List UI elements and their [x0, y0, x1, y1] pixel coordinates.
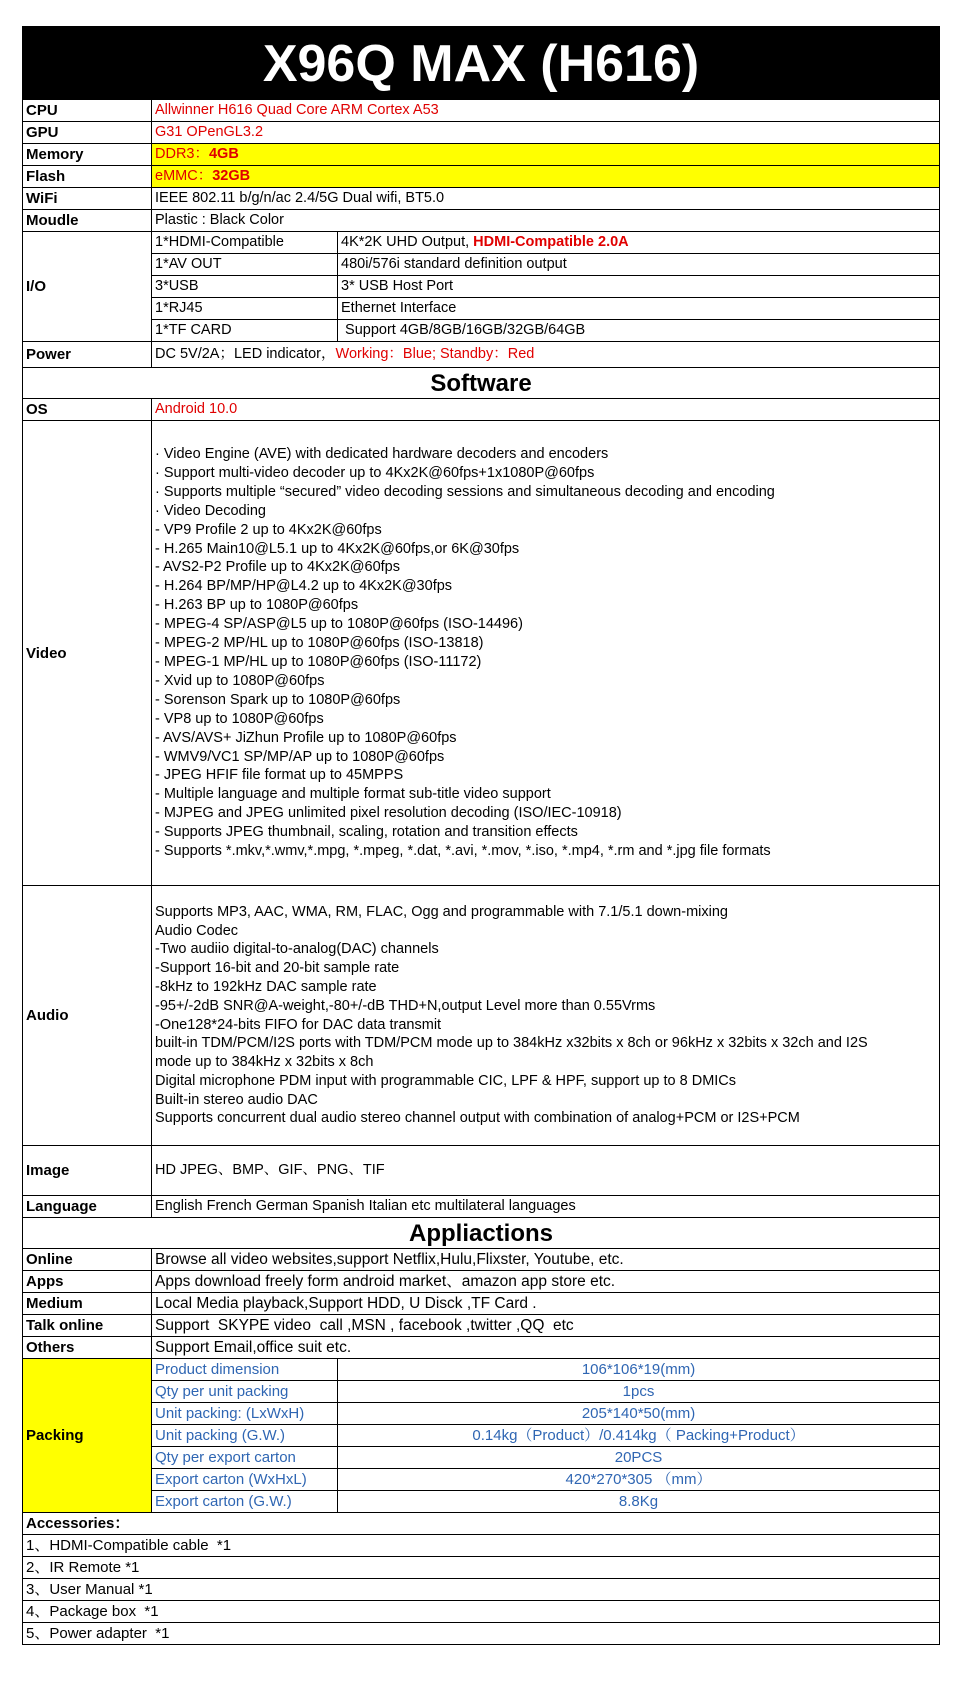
spec-label: Language — [23, 1196, 152, 1218]
packing-item-value: 20PCS — [338, 1447, 940, 1469]
list-item: - MJPEG and JPEG unlimited pixel resolution decoding (ISO/IEC-10918) — [155, 805, 622, 822]
list-item: Digital microphone PDM input with programmable CIC, LPF & HPF, support up to 8 DMICs — [155, 1072, 737, 1089]
packing-row — [23, 1425, 940, 1447]
list-item: - WMV9/VC1 SP/MP/AP up to 1080P@60fps — [155, 748, 445, 765]
list-item: - JPEG HFIF file format up to 45MPPS — [155, 767, 404, 784]
video-feature-list — [152, 421, 940, 886]
packing-item-name: Unit packing (G.W.) — [152, 1425, 338, 1447]
accessory-item: 2、IR Remote *1 — [23, 1557, 940, 1579]
app-row — [23, 1271, 940, 1293]
packing-item-value: 1pcs — [338, 1381, 940, 1403]
packing-item-name: Export carton (G.W.) — [152, 1491, 338, 1513]
list-item: - VP9 Profile 2 up to 4Kx2K@60fps — [155, 521, 382, 538]
spec-label: CPU — [23, 100, 152, 122]
spec-label: Video — [23, 421, 152, 886]
spec-row-audio — [23, 886, 940, 1146]
packing-row — [23, 1469, 940, 1491]
packing-item-name: Qty per export carton — [152, 1447, 338, 1469]
accessory-item: 1、HDMI-Compatible cable *1 — [23, 1535, 940, 1557]
section-heading-applications: Appliactions — [23, 1218, 940, 1249]
spec-value: Support Email,office suit etc. — [152, 1337, 940, 1359]
spec-value: IEEE 802.11 b/g/n/ac 2.4/5G Dual wifi, BT5.0 — [152, 188, 940, 210]
list-item: - AVS/AVS+ JiZhun Profile up to 1080P@60fps — [155, 729, 457, 746]
list-item: -95+/-2dB SNR@A-weight,-80+/-dB THD+N,output Level more than 0.55Vrms — [155, 997, 656, 1014]
spec-row-image — [23, 1146, 940, 1196]
spec-row-cpu — [23, 100, 940, 122]
flash-type: eMMC： — [155, 168, 213, 184]
packing-item-name: Qty per unit packing — [152, 1381, 338, 1403]
audio-feature-list — [152, 886, 940, 1146]
list-item: · Video Decoding — [155, 502, 266, 519]
spec-value — [152, 144, 940, 166]
list-item: - AVS2-P2 Profile up to 4Kx2K@60fps — [155, 559, 400, 576]
packing-item-value: 420*270*305 （mm） — [338, 1469, 940, 1491]
spec-row-flash — [23, 166, 940, 188]
io-port: 1*TF CARD — [152, 320, 338, 342]
spec-value: DC 5V/2A；LED indicator，Working：Blue; Standby：Red — [152, 342, 940, 368]
io-row — [23, 276, 940, 298]
spec-row-wifi — [23, 188, 940, 210]
list-item: - Supports *.mkv,*.wmv,*.mpg, *.mpeg, *.dat, *.avi, *.mov, *.iso, *.mp4, *.rm and *.jpg file formats — [155, 843, 771, 860]
list-item: -Two audiio digital-to-analog(DAC) channels — [155, 941, 439, 958]
io-row — [23, 232, 940, 254]
packing-row — [23, 1491, 940, 1513]
spec-row-power — [23, 342, 940, 368]
packing-item-value: 0.14kg（Product）/0.414kg（ Packing+Product） — [338, 1425, 940, 1447]
spec-value: Apps download freely form android market、amazon app store etc. — [152, 1271, 940, 1293]
list-item: · Support multi-video decoder up to 4Kx2K@60fps+1x1080P@60fps — [155, 464, 595, 481]
packing-row — [23, 1359, 940, 1381]
spec-label: Moudle — [23, 210, 152, 232]
app-row — [23, 1337, 940, 1359]
list-item: - Supports JPEG thumbnail, scaling, rotation and transition effects — [155, 824, 578, 841]
packing-row — [23, 1403, 940, 1425]
memory-type: DDR3： — [155, 146, 209, 162]
io-port: 1*RJ45 — [152, 298, 338, 320]
list-item: - Multiple language and multiple format sub-title video support — [155, 786, 551, 803]
list-item: -One128*24-bits FIFO for DAC data transmit — [155, 1016, 442, 1033]
spec-value: Allwinner H616 Quad Core ARM Cortex A53 — [152, 100, 940, 122]
packing-item-name: Product dimension — [152, 1359, 338, 1381]
spec-label: Power — [23, 342, 152, 368]
io-row — [23, 298, 940, 320]
spec-label: Image — [23, 1146, 152, 1196]
list-item: built-in TDM/PCM/I2S ports with TDM/PCM mode up to 384kHz x32bits x 8ch or 96kHz x 32bits x 32ch and I2S — [155, 1035, 868, 1052]
app-row — [23, 1293, 940, 1315]
section-heading-software: Software — [23, 368, 940, 399]
spec-label: GPU — [23, 122, 152, 144]
list-item: Supports MP3, AAC, WMA, RM, FLAC, Ogg and programmable with 7.1/5.1 down-mixing — [155, 903, 728, 920]
memory-size: 4GB — [208, 146, 239, 162]
list-item: - MPEG-4 SP/ASP@L5 up to 1080P@60fps (ISO-14496) — [155, 616, 523, 633]
list-item: · Video Engine (AVE) with dedicated hardware decoders and encoders — [155, 446, 609, 463]
io-label: I/O — [23, 232, 152, 342]
io-port: 1*AV OUT — [152, 254, 338, 276]
io-desc: Support 4GB/8GB/16GB/32GB/64GB — [338, 320, 940, 342]
list-item: -Support 16-bit and 20-bit sample rate — [155, 960, 400, 977]
io-desc: Ethernet Interface — [338, 298, 940, 320]
spec-value: Local Media playback,Support HDD, U Disck ,TF Card . — [152, 1293, 940, 1315]
packing-row — [23, 1447, 940, 1469]
spec-label: Audio — [23, 886, 152, 1146]
accessory-item: 4、Package box *1 — [23, 1601, 940, 1623]
spec-label: Online — [23, 1249, 152, 1271]
hdmi-version: HDMI-Compatible 2.0A — [473, 234, 629, 250]
list-item: - Sorenson Spark up to 1080P@60fps — [155, 691, 401, 708]
io-desc: 4K*2K UHD Output, HDMI-Compatible 2.0A — [338, 232, 940, 254]
io-desc: 480i/576i standard definition output — [338, 254, 940, 276]
spec-label: Memory — [23, 144, 152, 166]
list-item: · Supports multiple “secured” video decoding sessions and simultaneous decoding and encoding — [155, 483, 775, 500]
spec-row-gpu — [23, 122, 940, 144]
spec-label: Talk online — [23, 1315, 152, 1337]
spec-label: Flash — [23, 166, 152, 188]
accessory-item: 5、Power adapter *1 — [23, 1623, 940, 1645]
packing-item-value: 8.8Kg — [338, 1491, 940, 1513]
spec-value: Plastic : Black Color — [152, 210, 940, 232]
flash-size: 32GB — [212, 168, 251, 184]
spec-value: Browse all video websites,support Netflix,Hulu,Flixster, Youtube, etc. — [152, 1249, 940, 1271]
spec-row-language — [23, 1196, 940, 1218]
spec-value: Android 10.0 — [152, 399, 940, 421]
spec-label: Medium — [23, 1293, 152, 1315]
packing-item-name: Unit packing: (LxWxH) — [152, 1403, 338, 1425]
spec-row-module — [23, 210, 940, 232]
spec-table — [22, 26, 940, 1645]
io-port: 3*USB — [152, 276, 338, 298]
io-row — [23, 320, 940, 342]
list-item: Supports concurrent dual audio stereo channel output with combination of analog+PCM or I2S+PCM — [155, 1110, 800, 1127]
spec-value: Support SKYPE video call ,MSN , facebook ,twitter ,QQ etc — [152, 1315, 940, 1337]
accessories-heading: Accessories： — [23, 1513, 940, 1535]
list-item: Audio Codec — [155, 922, 239, 939]
spec-label: WiFi — [23, 188, 152, 210]
packing-item-value: 106*106*19(mm) — [338, 1359, 940, 1381]
io-desc: 3* USB Host Port — [338, 276, 940, 298]
spec-row-video — [23, 421, 940, 886]
list-item: - VP8 up to 1080P@60fps — [155, 710, 324, 727]
spec-sheet — [22, 26, 939, 1645]
packing-item-value: 205*140*50(mm) — [338, 1403, 940, 1425]
list-item: - MPEG-1 MP/HL up to 1080P@60fps (ISO-11172) — [155, 654, 482, 670]
list-item: mode up to 384kHz x 32bits x 8ch — [155, 1054, 374, 1071]
spec-value: English French German Spanish Italian etc multilateral languages — [152, 1196, 940, 1218]
io-port: 1*HDMI-Compatible — [152, 232, 338, 254]
spec-label: OS — [23, 399, 152, 421]
accessory-item: 3、User Manual *1 — [23, 1579, 940, 1601]
spec-label: Apps — [23, 1271, 152, 1293]
spec-value: HD JPEG、BMP、GIF、PNG、TIF — [152, 1146, 940, 1196]
spec-label: Others — [23, 1337, 152, 1359]
packing-label: Packing — [23, 1359, 152, 1513]
spec-row-memory — [23, 144, 940, 166]
list-item: - H.264 BP/MP/HP@L4.2 up to 4Kx2K@30fps — [155, 578, 453, 595]
led-indicator-states: Working：Blue; Standby：Red — [335, 346, 535, 362]
io-row — [23, 254, 940, 276]
spec-value — [152, 166, 940, 188]
packing-row — [23, 1381, 940, 1403]
list-item: -8kHz to 192kHz DAC sample rate — [155, 978, 377, 995]
list-item: - H.263 BP up to 1080P@60fps — [155, 597, 359, 614]
spec-row-os — [23, 399, 940, 421]
list-item: - MPEG-2 MP/HL up to 1080P@60fps (ISO-13818) — [155, 635, 484, 652]
list-item: Built-in stereo audio DAC — [155, 1091, 318, 1108]
spec-value: G31 OPenGL3.2 — [152, 122, 940, 144]
list-item: - Xvid up to 1080P@60fps — [155, 672, 325, 689]
app-row — [23, 1315, 940, 1337]
packing-item-name: Export carton (WxHxL) — [152, 1469, 338, 1491]
list-item: - H.265 Main10@L5.1 up to 4Kx2K@60fps,or 6K@30fps — [155, 540, 520, 557]
product-title: X96Q MAX (H616) — [23, 27, 940, 100]
app-row — [23, 1249, 940, 1271]
